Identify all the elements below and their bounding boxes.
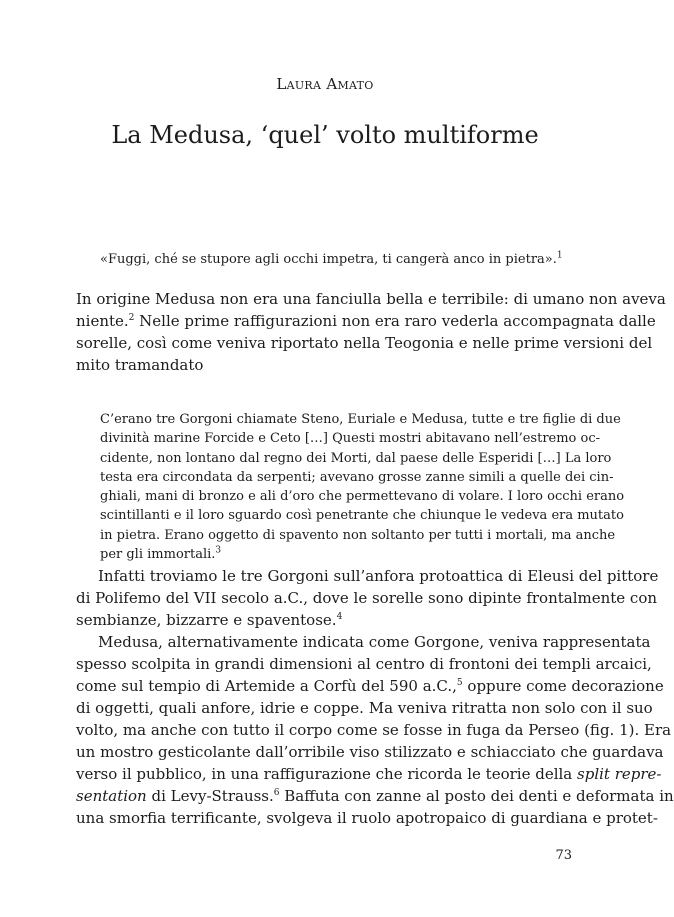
text-line bbox=[76, 310, 656, 332]
paragraph-2 bbox=[76, 565, 659, 631]
text-span: per gli immortali. bbox=[100, 547, 216, 563]
text-line: Infatti troviamo le tre Gorgoni sull’anfora protoattica di Eleusi del pittore bbox=[98, 567, 659, 585]
footnote-ref: 2 bbox=[128, 313, 135, 323]
epigraph bbox=[100, 250, 580, 270]
italic-term: split repre- bbox=[577, 765, 662, 783]
text-line: sorelle, così come veniva riportato nella Teogonia e nelle prime versioni del bbox=[76, 334, 653, 352]
text-span: verso il pubblico, in una raffigurazione che ricorda le teorie della bbox=[76, 765, 578, 783]
text-line bbox=[76, 675, 664, 697]
text-span: Baffuta con zanne al posto dei denti e deformata in bbox=[279, 787, 674, 805]
footnote-ref: 6 bbox=[273, 788, 280, 798]
text-line: testa era circondata da serpenti; avevano grosse zanne simili a quelle dei cin- bbox=[100, 469, 614, 485]
text-span: come sul tempio di Artemide a Corfù del 590 a.C., bbox=[76, 677, 457, 695]
block-quote bbox=[100, 410, 625, 564]
text-span: di Levy-Strauss. bbox=[146, 787, 274, 805]
text-line: spesso scolpita in grandi dimensioni al centro di frontoni dei templi arcaici, bbox=[76, 655, 652, 673]
text-span: Nelle prime raffigurazioni non era raro vederla accompagnata dalle bbox=[134, 312, 656, 330]
text-span: sembianze, bizzarre e spaventose. bbox=[76, 611, 337, 629]
paragraph-1 bbox=[76, 288, 666, 376]
footnote-ref: 3 bbox=[215, 545, 222, 556]
text-line: cidente, non lontano dal regno dei Morti, dal paese delle Esperidi […] La loro bbox=[100, 450, 612, 466]
text-line: mito tramandato bbox=[76, 356, 204, 374]
text-line: di oggetti, quali anfore, idrie e coppe. Ma veniva ritratta non solo con il suo bbox=[76, 699, 653, 717]
text-line: In origine Medusa non era una fanciulla bella e terribile: di umano non aveva bbox=[76, 290, 666, 308]
epigraph-text: «Fuggi, ché se stupore agli occhi impetra, ti cangerà anco in pietra». bbox=[100, 252, 557, 267]
text-line bbox=[76, 763, 662, 785]
text-line bbox=[100, 545, 578, 564]
text-line: una smorfia terrificante, svolgeva il ruolo apotropaico di guardiana e protet- bbox=[76, 809, 658, 827]
text-line bbox=[76, 609, 578, 631]
paragraph-3 bbox=[76, 631, 674, 829]
footnote-ref: 1 bbox=[556, 250, 563, 261]
text-span: niente. bbox=[76, 312, 129, 330]
text-line: di Polifemo del VII secolo a.C., dove le sorelle sono dipinte frontalmente con bbox=[76, 589, 658, 607]
text-line: scintillanti e il loro sguardo così penetrante che chiunque le vedeva era mutato bbox=[100, 508, 624, 524]
article-title: La Medusa, ‘quel’ volto multiforme bbox=[111, 121, 539, 149]
text-line: un mostro gesticolante dall’orribile viso stilizzato e schiacciato che guardava bbox=[76, 743, 664, 761]
text-line: in pietra. Erano oggetto di spavento non soltanto per tutti i mortali, ma anche bbox=[100, 527, 616, 543]
text-line: Medusa, alternativamente indicata come Gorgone, veniva rappresentata bbox=[98, 633, 651, 651]
italic-term: sentation bbox=[76, 787, 147, 805]
text-span: oppure come decorazione bbox=[462, 677, 664, 695]
text-line: C’erano tre Gorgoni chiamate Steno, Euriale e Medusa, tutte e tre figlie di due bbox=[100, 412, 621, 427]
page-number: 73 bbox=[555, 848, 572, 863]
text-line: volto, ma anche con tutto il corpo come se fosse in fuga da Perseo (fig. 1). Era bbox=[76, 721, 672, 739]
author-name: Laura Amato bbox=[276, 75, 374, 93]
text-line bbox=[76, 785, 674, 807]
footnote-ref: 5 bbox=[456, 678, 463, 688]
text-line: divinità marine Forcide e Ceto […] Questi mostri abitavano nell’estremo oc- bbox=[100, 431, 601, 447]
text-line: ghiali, mani di bronzo e ali d’oro che permettevano di volare. I loro occhi erano bbox=[100, 489, 625, 505]
footnote-ref: 4 bbox=[336, 612, 343, 622]
